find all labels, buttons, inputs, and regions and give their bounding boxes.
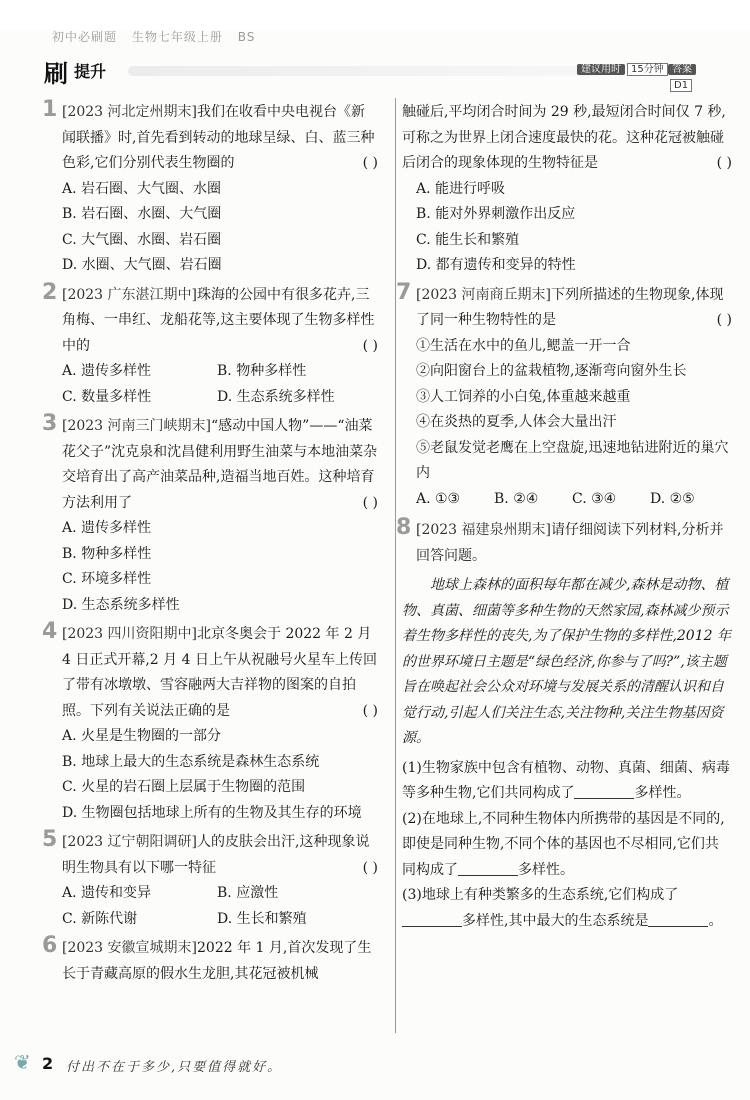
answer-paren: ( ) [716, 312, 732, 328]
option-c: C. 大气圈、水圈、岩石圈 [62, 231, 222, 248]
option-d: D. 水圈、大气圈、岩石圈 [62, 257, 222, 273]
sub-question-text: (2)在地球上,不同种生物体内所携带的基因是不同的,即使是同种生物,不同个体的基因也不尽相同,它们共同构成了 [402, 810, 725, 878]
option-b: B. 应激性 [217, 885, 279, 901]
answer-blank[interactable] [458, 861, 518, 876]
question-stem: 我们在收看中央电视台《新闻联播》时,首先看到转动的地球呈绿、白、蓝三种色彩,它们分别代表生物圈的 [62, 104, 375, 171]
option-b: B. 能对外界刺激作出反应 [416, 206, 576, 222]
option-c: C. 火星的岩石圈上层属于生物圈的范围 [62, 779, 306, 795]
answer-page: D1 [670, 79, 692, 92]
question-source: [2023 辽宁朝阳调研] [62, 834, 198, 850]
question-6 [42, 933, 378, 987]
option-a: A. ①③ [416, 490, 461, 507]
option-b: B. 地球上最大的生态系统是森林生态系统 [62, 753, 320, 770]
option-d: D. 生长和繁殖 [217, 910, 307, 927]
question-stem: 下列所描述的生物现象,体现了同一种生物特性的是 [416, 286, 724, 328]
sub-question-1 [402, 756, 732, 807]
question-3 [42, 411, 378, 516]
option-c: C. ③④ [572, 490, 617, 507]
statement-4: ④在炎热的夏季,人体会大量出汗 [416, 414, 617, 430]
option-a: A. 遗传多样性 [62, 520, 152, 536]
sub-question-text: 。 [708, 912, 723, 929]
sub-question-text: (3)地球上有种类繁多的生态系统,它们构成了 [402, 887, 679, 903]
statement-3: ③人工饲养的小白兔,体重越来越重 [416, 388, 631, 405]
answer-paren: ( ) [362, 155, 378, 171]
subject-name: 生物七年级上册 [131, 30, 223, 44]
left-column [42, 97, 378, 987]
question-stem: 珠海的公园中有很多花卉,三角梅、一串红、龙船花等,这主要体现了生物多样性中的 [62, 286, 375, 354]
reading-passage: 地球上森林的面积每年都在减少,森林是动物、植物、真菌、细菌等多种生物的天然家园,森林减少预示着生物多样性的丧失,为了保护生物的多样性,2012 年的世界环境日主题是“绿色经济,你参与了吗?”,该主题旨在唤起社会公众对环境与发展关系的清醒认识和自觉行动,引起人们关注生态,关注物种,关注生物基因资源。 [402, 577, 731, 746]
question-number: 5 [42, 827, 58, 852]
answer-paren: ( ) [362, 337, 378, 354]
question-source: [2023 安徽宣城期末] [62, 940, 198, 956]
question-7 [396, 279, 732, 334]
options-row [48, 881, 378, 907]
sub-question-text: 多样性,其中最大的生态系统是 [462, 912, 649, 929]
statement-2: ②向阳窗台上的盆栽植物,逐渐弯向窗外生长 [416, 363, 687, 379]
option-a: A. 火星是生物圈的一部分 [62, 728, 222, 744]
option-b: B. 物种多样性 [217, 363, 307, 379]
answer-blank[interactable] [648, 912, 708, 927]
answer-paren: ( ) [362, 702, 378, 719]
right-column [396, 100, 732, 934]
option-b: B. 岩石圈、水圈、大气圈 [62, 206, 222, 222]
option-a: A. 岩石圈、大气圈、水圈 [62, 180, 222, 197]
running-header [52, 28, 265, 45]
question-number: 4 [42, 619, 58, 644]
question-stem: 人的皮肤会出汗,这种现象说明生物具有以下哪一特征 [62, 834, 370, 876]
edition-label: BS [237, 30, 256, 44]
question-stem-part2: 触碰后,平均闭合时间为 29 秒,最短闭合时间仅 7 秒,可称之为世界上闭合速度最快的花。这种花冠被触碰后闭合的现象体现的生物特征是 [402, 104, 726, 171]
question-number: 1 [42, 97, 58, 122]
answer-blank[interactable] [574, 784, 634, 799]
option-d: D. ②⑤ [650, 490, 695, 507]
option-a: A. 能进行呼吸 [416, 180, 506, 197]
option-d: D. 生态系统多样性 [217, 388, 335, 405]
option-d: D. 生态系统多样性 [62, 596, 180, 613]
sub-question-text: (1)生物家族中包含有植物、动物、真菌、细菌、病毒等多种生物,它们共同构成了 [402, 759, 730, 801]
question-1 [42, 97, 378, 177]
option-d: D. 都有遗传和变异的特性 [416, 257, 576, 273]
question-6-continued [402, 100, 732, 177]
time-value: 15分钟 [627, 63, 668, 76]
statement-5: ⑤老鼠发觉老鹰在上空盘旋,迅速地钻进附近的巢穴内 [416, 439, 729, 481]
sub-question-2 [402, 807, 732, 884]
question-source: [2023 四川资阳期中] [62, 626, 198, 642]
question-number: 2 [42, 279, 58, 305]
page-footer [0, 1040, 750, 1100]
sub-question-3 [402, 883, 732, 934]
question-number: 6 [42, 933, 58, 958]
question-source: [2023 河南商丘期末] [416, 286, 552, 303]
question-2 [42, 279, 378, 360]
option-c: C. 新陈代谢 [62, 910, 138, 927]
section-title: 提升 [74, 62, 107, 81]
answer-paren: ( ) [716, 155, 732, 171]
statement-1: ①生活在水中的鱼儿,鳃盖一开一合 [416, 337, 631, 354]
question-number: 8 [396, 515, 412, 540]
answer-paren: ( ) [362, 494, 378, 511]
options-row [48, 385, 378, 411]
brand-logo: 刷 [44, 60, 68, 88]
question-source: [2023 福建泉州期末] [416, 522, 552, 538]
sprout-icon: ❦ [14, 1050, 31, 1074]
top-band [0, 0, 750, 30]
answer-paren: ( ) [362, 859, 378, 876]
question-stem: 北京冬奥会于 2022 年 2 月 4 日正式开幕,2 月 4 日上午从祝融号火星车上传回了带有冰墩墩、雪容融两大吉祥物的图案的自拍照。下列有关说法正确的是 [62, 626, 377, 719]
options-row [48, 359, 378, 385]
sub-question-text: 多样性。 [634, 785, 691, 801]
option-c: C. 能生长和繁殖 [416, 231, 520, 248]
question-stem-part1: 2022 年 1 月,首次发现了生长于青藏高原的假水生龙胆,其花冠被机械 [62, 940, 372, 982]
option-a: A. 遗传和变异 [62, 885, 152, 901]
question-source: [2023 河北定州期末] [62, 104, 198, 120]
option-d: D. 生物圈包括地球上所有的生物及其生存的环境 [62, 804, 362, 821]
question-source: [2023 河南三门峡期末] [62, 418, 212, 434]
question-4 [42, 619, 378, 724]
section-header [44, 52, 716, 91]
question-stem: 请仔细阅读下列材料,分析并回答问题。 [416, 522, 724, 564]
time-label: 建议用时 [577, 64, 625, 75]
decorative-band [128, 66, 608, 76]
series-name: 初中必刷题 [52, 30, 118, 44]
answer-label: 答案 [668, 64, 696, 75]
question-8 [396, 515, 732, 569]
option-c: C. 环境多样性 [62, 571, 152, 587]
question-source: [2023 广东湛江期中] [62, 286, 198, 303]
question-stem: “感动中国人物”——“油菜花父子”沈克泉和沈昌健利用野生油菜与本地油菜杂交培育出了高产油菜品种,造福当地百姓。这种培育方法利用了 [62, 418, 378, 511]
question-number: 3 [42, 411, 58, 436]
question-5 [42, 827, 378, 881]
option-b: B. 物种多样性 [62, 545, 152, 562]
option-a: A. 遗传多样性 [62, 363, 152, 379]
column-divider [395, 98, 396, 1033]
time-tag [577, 62, 668, 78]
sub-question-text: 多样性。 [518, 861, 574, 878]
page-number: 2 [42, 1054, 54, 1073]
option-c: C. 数量多样性 [62, 388, 152, 405]
question-number: 7 [396, 279, 412, 305]
footer-motto: 付出不在于多少,只要值得就好。 [66, 1060, 283, 1075]
options-row [48, 907, 378, 933]
answer-blank[interactable] [402, 912, 462, 927]
options-row [402, 487, 732, 513]
answer-tag [668, 62, 716, 91]
option-b: B. ②④ [494, 490, 539, 507]
